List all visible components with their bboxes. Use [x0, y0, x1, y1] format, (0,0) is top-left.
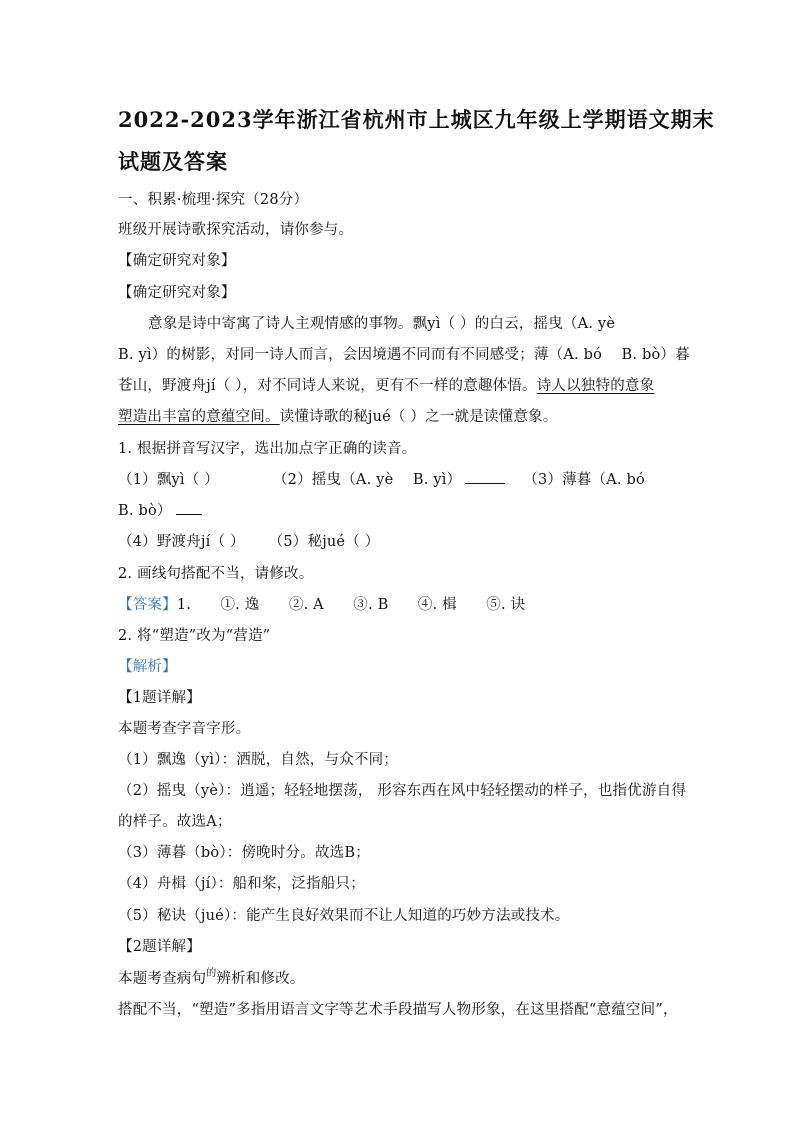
q1-item-5: （5）秘jué（ ） — [268, 534, 380, 550]
answer-blank — [465, 482, 505, 484]
doc-title-line2: 试题及答案 — [118, 149, 228, 174]
detail1-heading: 【1题详解】 — [118, 690, 201, 706]
detail1-intro: 本题考查字音字形。 — [118, 721, 251, 737]
passage-line-2: B. yì）的树影，对同一诗人而言，会因境遇不同而有不同感受；薄（A. bó B. bò）暮 — [118, 347, 690, 363]
detail1-item-2-cont: 的样子。故选A； — [118, 814, 232, 830]
q1-item-3: （3）薄暮（A. bó — [523, 472, 645, 488]
detail1-item-3: （3）薄暮（bò）：傍晚时分。故选B； — [118, 845, 370, 861]
answer-label: 【答案】 — [118, 597, 177, 613]
answer-content: 1. ①. 逸 ②. A ③. B ④. 楫 ⑤. 诀 — [176, 597, 526, 613]
detail2-intro — [118, 967, 305, 988]
detail2-intro-part2: 辨析和修改。 — [216, 971, 305, 987]
question-1-row-3 — [118, 530, 379, 551]
subheading-research-object: 【确定研究对象】 — [118, 253, 236, 269]
question-1-row-2 — [118, 499, 202, 520]
passage-line-1: 意象是诗中寄寓了诗人主观情感的事物。飘yì（ ）的白云，摇曳（A. yè — [148, 316, 616, 332]
underlined-sentence-part2: 塑造出丰富的意蕴空间。 — [118, 409, 280, 425]
detail2-heading: 【2题详解】 — [118, 939, 201, 955]
subheading-research-object-2: 【确定研究对象】 — [118, 285, 236, 301]
detail1-item-2: （2）摇曳（yè）：逍遥；轻轻地摆荡， 形容东西在风中轻轻摆动的样子，也指优游自得 — [118, 783, 687, 799]
detail1-item-5: （5）秘诀（jué）：能产生良好效果而不让人知道的巧妙方法或技术。 — [118, 908, 570, 924]
q1-item-4: （4）野渡舟jí（ ） — [118, 534, 245, 550]
question-2: 2. 画线句搭配不当，请修改。 — [118, 566, 314, 582]
detail2-intro-part1: 本题考查病句 — [118, 971, 207, 987]
passage-line-3-text: 苍山，野渡舟jí（ ），对不同诗人来说，更有不一样的意趣体悟。 — [118, 378, 537, 394]
analysis-label: 【解析】 — [118, 659, 177, 675]
passage-line-4-text: 读懂诗歌的秘jué（ ）之一就是读懂意象。 — [279, 409, 558, 425]
intro-text: 班级开展诗歌探究活动，请你参与。 — [118, 222, 354, 238]
answer-line-2: 2. 将“塑造”改为“营造” — [118, 628, 271, 644]
q1-item-2: （2）摇曳（A. yè B. yì） — [272, 472, 462, 488]
detail2-explanation: 搭配不当，“塑造”多指用语言文字等艺术手段描写人物形象，在这里搭配“意蕴空间”， — [118, 1002, 678, 1018]
answer-blank — [176, 513, 202, 515]
passage-line-4 — [118, 405, 557, 426]
section-heading: 一、积累·梳理·探究（28分） — [118, 192, 309, 208]
question-1-row-1 — [118, 468, 645, 489]
q1-item-1: （1）飘yì（ ） — [118, 472, 219, 488]
question-1: 1. 根据拼音写汉字，选出加点字正确的读音。 — [118, 441, 417, 457]
detail1-item-1: （1）飘逸（yì）：洒脱，自然，与众不同； — [118, 752, 399, 768]
detail1-item-4: （4）舟楫（jí）：船和桨，泛指船只； — [118, 876, 365, 892]
passage-line-3 — [118, 374, 654, 395]
doc-title-line1: 2022-2023学年浙江省杭州市上城区九年级上学期语文期末 — [118, 107, 715, 132]
answer-line-1 — [118, 593, 525, 614]
detail2-intro-superscript: 的 — [206, 968, 217, 979]
underlined-sentence-part1: 诗人以独特的意象 — [536, 378, 655, 394]
q1-item-3-cont: B. bò） — [118, 503, 172, 519]
